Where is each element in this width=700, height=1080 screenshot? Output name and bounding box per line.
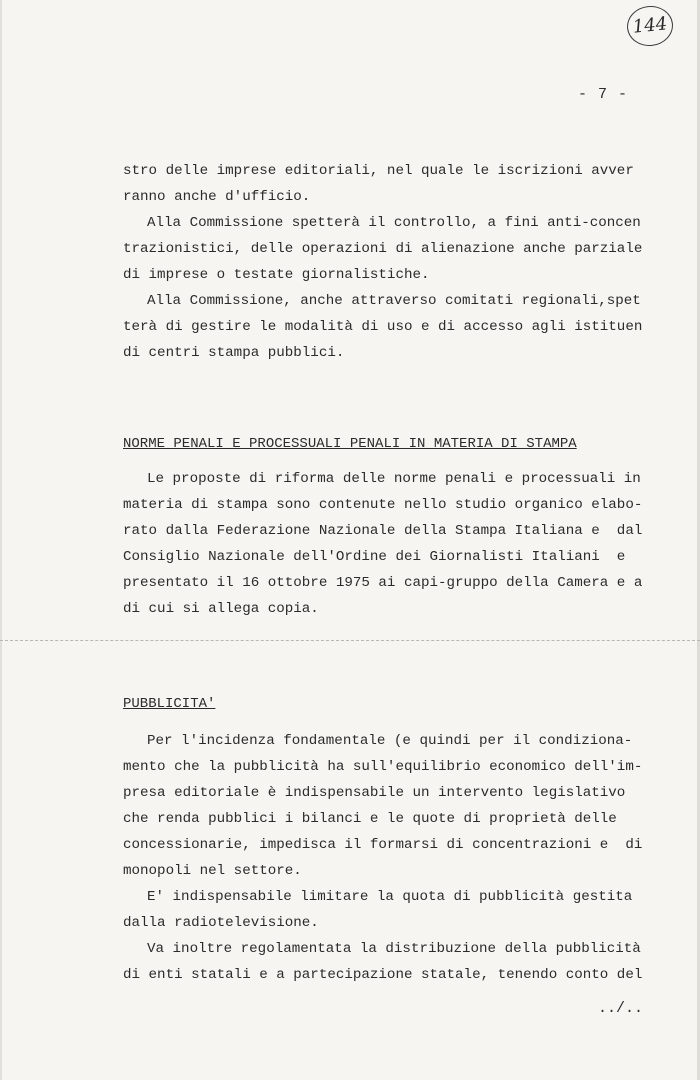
text-line: monopoli nel settore. [123, 863, 302, 879]
section1-body [123, 158, 643, 366]
text-line: Va inoltre regolamentata la distribuzione della pubblicità [147, 941, 641, 957]
text-line: Per l'incidenza fondamentale (e quindi per il condiziona- [147, 733, 633, 749]
section2-body [123, 466, 643, 622]
text-line: Consiglio Nazionale dell'Ordine dei Giornalisti Italiani e [123, 549, 626, 565]
page-edge-left [0, 0, 2, 1080]
continuation-mark: ../.. [598, 1000, 644, 1017]
section3-body [123, 728, 643, 988]
text-line: materia di stampa sono contenute nello studio organico elabo- [123, 497, 643, 513]
text-line: trazionistici, delle operazioni di alienazione anche parziale [123, 241, 643, 257]
text-line: concessionarie, impedisca il formarsi di concentrazioni e di [123, 837, 643, 853]
text-line: di enti statali e a partecipazione statale, tenendo conto del [123, 967, 643, 983]
text-line: Alla Commissione, anche attraverso comitati regionali,spet [147, 293, 641, 309]
text-line: dalla radiotelevisione. [123, 915, 319, 931]
text-line: stro delle imprese editoriali, nel quale le iscrizioni avver [123, 163, 634, 179]
text-line: Alla Commissione spetterà il controllo, a fini anti-concen [147, 215, 641, 231]
text-line: mento che la pubblicità ha sull'equilibrio economico dell'im- [123, 759, 643, 775]
text-line: E' indispensabile limitare la quota di pubblicità gestita [147, 889, 633, 905]
text-line: di centri stampa pubblici. [123, 345, 345, 361]
text-line: di cui si allega copia. [123, 601, 319, 617]
text-line: di imprese o testate giornalistiche. [123, 267, 430, 283]
text-line: Le proposte di riforma delle norme penali e processuali in [147, 471, 641, 487]
text-line: che renda pubblici i bilanci e le quote di proprietà delle [123, 811, 617, 827]
handwritten-page-stamp: 144 [625, 4, 675, 49]
section3-heading: PUBBLICITA' [123, 696, 216, 712]
text-line: terà di gestire le modalità di uso e di accesso agli istituen [123, 319, 643, 335]
page-number: - 7 - [578, 86, 629, 103]
text-line: presa editoriale è indispensabile un intervento legislativo [123, 785, 626, 801]
text-line: ranno anche d'ufficio. [123, 189, 311, 205]
section2-heading: NORME PENALI E PROCESSUALI PENALI IN MATERIA DI STAMPA [123, 436, 577, 452]
text-line: presentato il 16 ottobre 1975 ai capi-gruppo della Camera e a [123, 575, 643, 591]
text-line: rato dalla Federazione Nazionale della Stampa Italiana e dal [123, 523, 643, 539]
page-fold-line [0, 640, 700, 642]
